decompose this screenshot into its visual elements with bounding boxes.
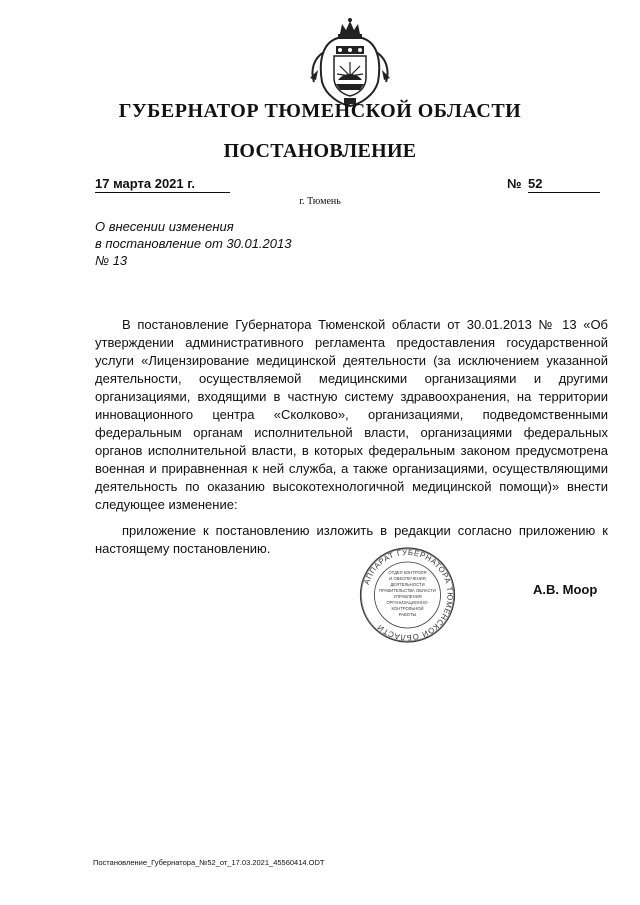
document-body [95,316,608,566]
body-paragraph: приложение к постановлению изложить в редакции согласно приложению к настоящему постановлению. [95,523,608,556]
official-stamp [355,545,460,645]
stamp-center-line: РАБОТЫ [398,612,417,617]
signer-name: А.В. Моор [533,582,598,597]
document-number: 52 [528,176,600,193]
document-subject [95,218,355,269]
file-footer: Постановление_Губернатора_№52_от_17.03.2021_45560414.ODT [93,858,325,867]
subject-line: № 13 [95,253,128,268]
subject-line: О внесении изменения [95,219,234,234]
stamp-ring-text: АППАРАТ ГУБЕРНАТОРА ТЮМЕНСКОЙ ОБЛАСТИ [362,547,455,643]
coat-of-arms-emblem [300,12,400,110]
stamp-center-line: ОРГАНИЗАЦИОННО- [386,600,429,605]
document-city: г. Тюмень [299,196,341,207]
stamp-center-line: ДЕЯТЕЛЬНОСТИ [390,582,425,587]
stamp-center-line: И ОБЕСПЕЧЕНИЯ [389,576,426,581]
document-type-heading: ПОСТАНОВЛЕНИЕ [223,140,417,162]
subject-line: в постановление от 30.01.2013 [95,236,292,251]
body-paragraph: В постановление Губернатора Тюменской области от 30.01.2013 № 13 «Об утверждении административного регламента предоставления государственной услуги «Лицензирование медицинской деятельности (за исключением указанной деятельности, осуществляемой медицинскими организациями и другими организациями, входящими в частную систему здравоохранения, на территории инновационного центра «Сколково», организациями, подведомственными федеральным органам исполнительной власти, организациями федеральных органов исполнительной власти, в которых федеральным законом предусмотрена военная и приравненная к ней служба, а также организациями, осуществляющими деятельность по оказанию высокотехнологичной медицинской помощи)» внести следующее изменение: [95,317,608,512]
stamp-center-line: УПРАВЛЕНИЯ [393,594,422,599]
governor-heading: ГУБЕРНАТОР ТЮМЕНСКОЙ ОБЛАСТИ [118,100,522,122]
document-number-label: № [507,176,522,191]
stamp-center-line: ОТДЕЛ КОНТРОЛЯ [388,570,427,575]
stamp-center-line: ПРАВИТЕЛЬСТВА ОБЛАСТИ [379,588,436,593]
stamp-center-line: КОНТРОЛЬНОЙ [391,606,424,611]
document-date: 17 марта 2021 г. [95,176,230,193]
